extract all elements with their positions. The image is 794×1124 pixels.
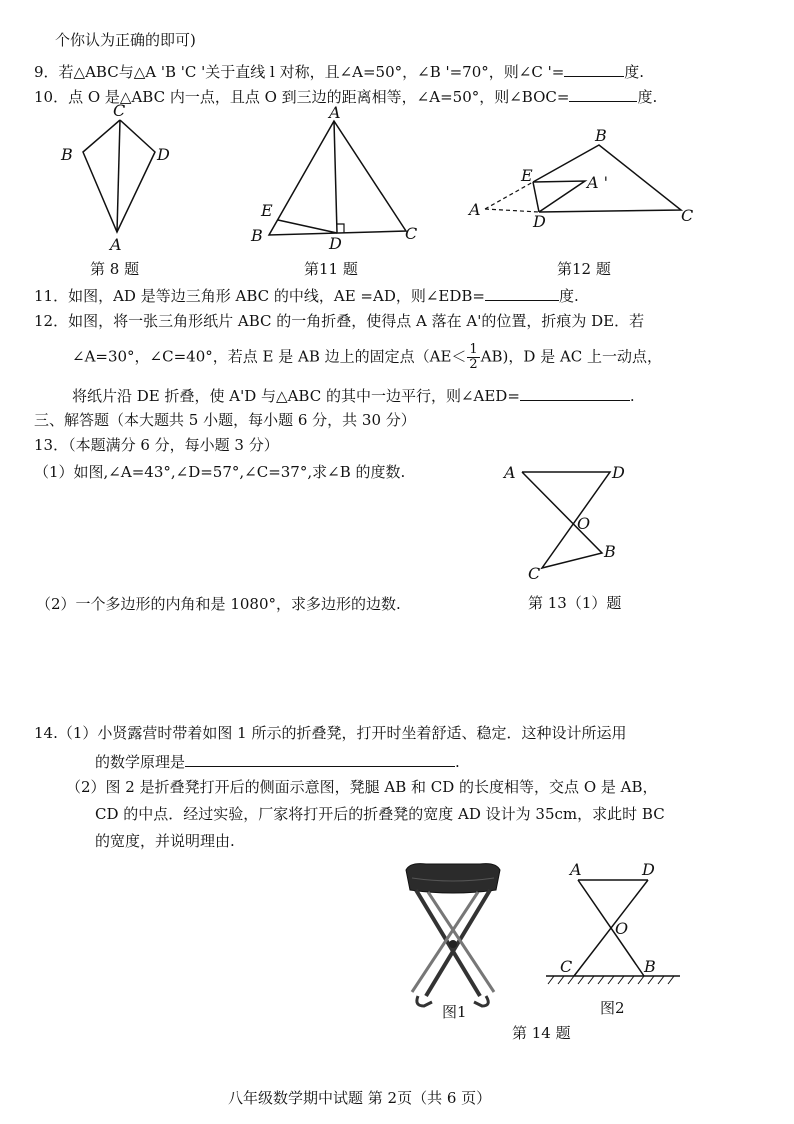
question-11 bbox=[34, 284, 579, 306]
label-C: C bbox=[681, 206, 694, 225]
label-O: O bbox=[615, 919, 629, 938]
answer-blank[interactable] bbox=[569, 85, 637, 102]
answer-blank[interactable] bbox=[185, 750, 455, 767]
period: . bbox=[455, 753, 460, 771]
label-D: D bbox=[642, 860, 655, 879]
label-D: D bbox=[157, 145, 170, 164]
page-footer: 八年级数学期中试题 第 2页（共 6 页） bbox=[228, 1089, 492, 1107]
answer-blank[interactable] bbox=[485, 284, 559, 301]
question-14-part1-line2 bbox=[95, 750, 460, 772]
label-D: D bbox=[612, 463, 625, 482]
question-text: AB)，D 是 AC 上一动点， bbox=[480, 347, 663, 366]
section-3-heading: 三、解答题（本大题共 5 小题，每小题 6 分，共 30 分） bbox=[34, 411, 416, 429]
label-A: A bbox=[329, 103, 341, 122]
label-C: C bbox=[113, 101, 126, 120]
figure-12-fold bbox=[465, 125, 705, 235]
period: . bbox=[629, 387, 635, 405]
question-14-part1-line1: 14.（1）小贤露营时带着如图 1 所示的折叠凳，打开时坐着舒适、稳定．这种设计所运用 bbox=[34, 724, 627, 742]
label-A-prime: A ' bbox=[587, 173, 609, 192]
label-B: B bbox=[604, 542, 616, 561]
caption-11: 第11 题 bbox=[304, 260, 358, 278]
label-A: A bbox=[469, 200, 481, 219]
question-number: 12． bbox=[34, 312, 69, 330]
question-12-line1 bbox=[34, 311, 644, 331]
question-13-part1: （1）如图,∠A=43°,∠D=57°,∠C=37°,求∠B 的度数. bbox=[34, 463, 406, 481]
question-number: 11． bbox=[34, 287, 69, 305]
caption-fig1: 图1 bbox=[442, 1003, 467, 1021]
question-text: ∠A=30°，∠C=40°，若点 E 是 AB 边上的固定点（AE＜ bbox=[72, 347, 467, 366]
question-12-line3 bbox=[72, 384, 635, 406]
label-E: E bbox=[521, 166, 533, 185]
label-B: B bbox=[644, 957, 656, 976]
label-B: B bbox=[251, 226, 263, 245]
question-text: 如图，AD 是等边三角形 ABC 的中线，AE =AD，则∠EDB= bbox=[68, 287, 485, 305]
label-B: B bbox=[61, 145, 73, 164]
caption-fig2: 图2 bbox=[600, 999, 625, 1017]
question-number: 9． bbox=[34, 63, 59, 81]
fraction-numerator: 1 bbox=[469, 342, 478, 357]
question-12-line2 bbox=[72, 343, 662, 372]
unit: 度. bbox=[624, 63, 645, 81]
figure-13-crossed-triangles bbox=[500, 455, 640, 590]
caption-14: 第 14 题 bbox=[512, 1024, 571, 1042]
top-line: 个你认为正确的即可) bbox=[55, 31, 196, 49]
label-B: B bbox=[595, 126, 607, 145]
figure-14-side-diagram bbox=[540, 858, 690, 998]
caption-12: 第12 题 bbox=[557, 260, 611, 278]
fraction-one-half bbox=[467, 343, 479, 372]
fraction-denominator: 2 bbox=[469, 357, 478, 372]
label-C: C bbox=[528, 564, 541, 583]
answer-blank[interactable] bbox=[520, 384, 630, 401]
question-text: 点 O 是△ABC 内一点，且点 O 到三边的距离相等，∠A=50°，则∠BOC= bbox=[68, 88, 570, 106]
folding-stool-photo bbox=[398, 856, 508, 1016]
answer-blank[interactable] bbox=[564, 60, 624, 77]
label-C: C bbox=[560, 957, 573, 976]
question-number: 10． bbox=[34, 88, 69, 106]
question-13-header: 13．（本题满分 6 分，每小题 3 分） bbox=[34, 436, 279, 454]
unit: 度. bbox=[637, 88, 658, 106]
question-13-part2: （2）一个多边形的内角和是 1080°，求多边形的边数. bbox=[36, 595, 401, 613]
figure-11-triangle bbox=[245, 103, 425, 253]
label-D: D bbox=[329, 234, 342, 253]
label-E: E bbox=[261, 201, 273, 220]
label-D: D bbox=[533, 212, 546, 231]
caption-13: 第 13（1）题 bbox=[528, 594, 622, 612]
question-text: 将纸片沿 DE 折叠，使 A'D 与△ABC 的其中一边平行，则∠AED= bbox=[72, 387, 520, 405]
label-C: C bbox=[405, 224, 418, 243]
question-14-part2-line3: 的宽度，并说明理由. bbox=[95, 832, 235, 850]
label-O: O bbox=[577, 514, 591, 533]
unit: 度. bbox=[558, 287, 579, 305]
caption-8: 第 8 题 bbox=[90, 260, 140, 278]
label-A: A bbox=[110, 235, 122, 254]
question-text: 若△ABC与△A 'B 'C '关于直线 l 对称，且∠A=50°，∠B '=70°，则∠C '= bbox=[58, 63, 565, 81]
question-text: 如图，将一张三角形纸片 ABC 的一角折叠，使得点 A 落在 A'的位置，折痕为 DE．若 bbox=[68, 312, 645, 330]
label-A: A bbox=[570, 860, 582, 879]
figure-8-kite bbox=[55, 100, 195, 260]
label-A: A bbox=[504, 463, 516, 482]
question-14-part2-line1: （2）图 2 是折叠凳打开后的侧面示意图，凳腿 AB 和 CD 的长度相等，交点 O 是 AB， bbox=[66, 778, 658, 796]
question-text: 的数学原理是 bbox=[95, 753, 186, 771]
question-9 bbox=[34, 60, 644, 82]
question-14-part2-line2: CD 的中点．经过实验，厂家将打开后的折叠凳的宽度 AD 设计为 35cm，求此时 BC bbox=[95, 805, 665, 823]
